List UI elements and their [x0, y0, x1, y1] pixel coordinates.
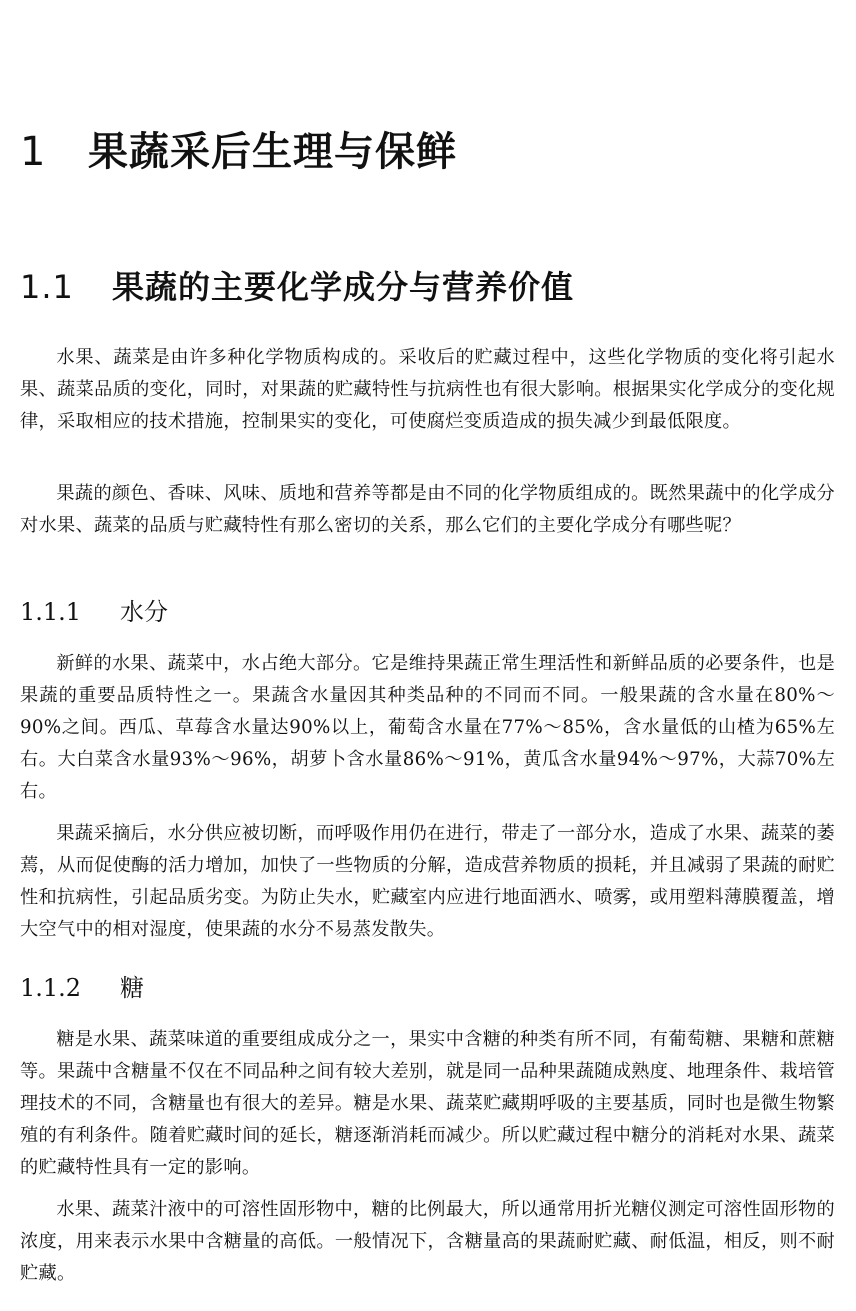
subsection-title-water: [20, 596, 168, 628]
section-title: [20, 267, 574, 307]
chapter-title: [20, 128, 457, 176]
paragraph-water-2: 果蔬采摘后，水分供应被切断，而呼吸作用仍在进行，带走了一部分水，造成了水果、蔬菜的萎蔫，从而促使酶的活力增加，加快了一些物质的分解，造成营养物质的损耗，并且减弱了果蔬的耐贮性和抗病性，引起品质劣变。为防止失水，贮藏室内应进行地面洒水、喷雾，或用塑料薄膜覆盖，增大空气中的相对湿度，使果蔬的水分不易蒸发散失。: [20, 823, 835, 940]
section-number: 1.1: [20, 268, 74, 306]
subsection-title-text-sugar: 糖: [120, 974, 144, 1002]
subsection-title-text-water: 水分: [120, 598, 168, 626]
paragraph-sugar-2: 水果、蔬菜汁液中的可溶性固形物中，糖的比例最大，所以通常用折光糖仪测定可溶性固形物的浓度，用来表示水果中含糖量的高低。一般情况下，含糖量高的果蔬耐贮藏、耐低温，相反，则不耐贮藏。: [20, 1199, 835, 1284]
paragraph-sugar-1: 糖是水果、蔬菜味道的重要组成成分之一，果实中含糖的种类有所不同，有葡萄糖、果糖和蔗糖等。果蔬中含糖量不仅在不同品种之间有较大差别，就是同一品种果蔬随成熟度、地理条件、栽培管理技术的不同，含糖量也有很大的差异。糖是水果、蔬菜贮藏期呼吸的主要基质，同时也是微生物繁殖的有利条件。随着贮藏时间的延长，糖逐渐消耗而减少。所以贮藏过程中糖分的消耗对水果、蔬菜的贮藏特性具有一定的影响。: [20, 1029, 835, 1178]
paragraph-intro-2: 果蔬的颜色、香味、风味、质地和营养等都是由不同的化学物质组成的。既然果蔬中的化学成分对水果、蔬菜的品质与贮藏特性有那么密切的关系，那么它们的主要化学成分有哪些呢？: [20, 483, 835, 536]
subsection-number-water: 1.1.1: [20, 598, 82, 626]
paragraph-intro-1: 水果、蔬菜是由许多种化学物质构成的。采收后的贮藏过程中，这些化学物质的变化将引起水果、蔬菜品质的变化，同时，对果蔬的贮藏特性与抗病性也有很大影响。根据果实化学成分的变化规律，采取相应的技术措施，控制果实的变化，可使腐烂变质造成的损失减少到最低限度。: [20, 347, 835, 432]
chapter-title-text: 果蔬采后生理与保鲜: [88, 129, 457, 175]
chapter-number: 1: [20, 129, 47, 175]
paragraph-water-1: 新鲜的水果、蔬菜中，水占绝大部分。它是维持果蔬正常生理活性和新鲜品质的必要条件，也是果蔬的重要品质特性之一。果蔬含水量因其种类品种的不同而不同。一般果蔬的含水量在80%～90%之间。西瓜、草莓含水量达90%以上，葡萄含水量在77%～85%，含水量低的山楂为65%左右。大白菜含水量93%～96%，胡萝卜含水量86%～91%，黄瓜含水量94%～97%，大蒜70%左右。: [20, 653, 835, 802]
subsection-number-sugar: 1.1.2: [20, 974, 82, 1002]
subsection-title-sugar: [20, 972, 144, 1004]
section-title-text: 果蔬的主要化学成分与营养价值: [112, 268, 575, 306]
